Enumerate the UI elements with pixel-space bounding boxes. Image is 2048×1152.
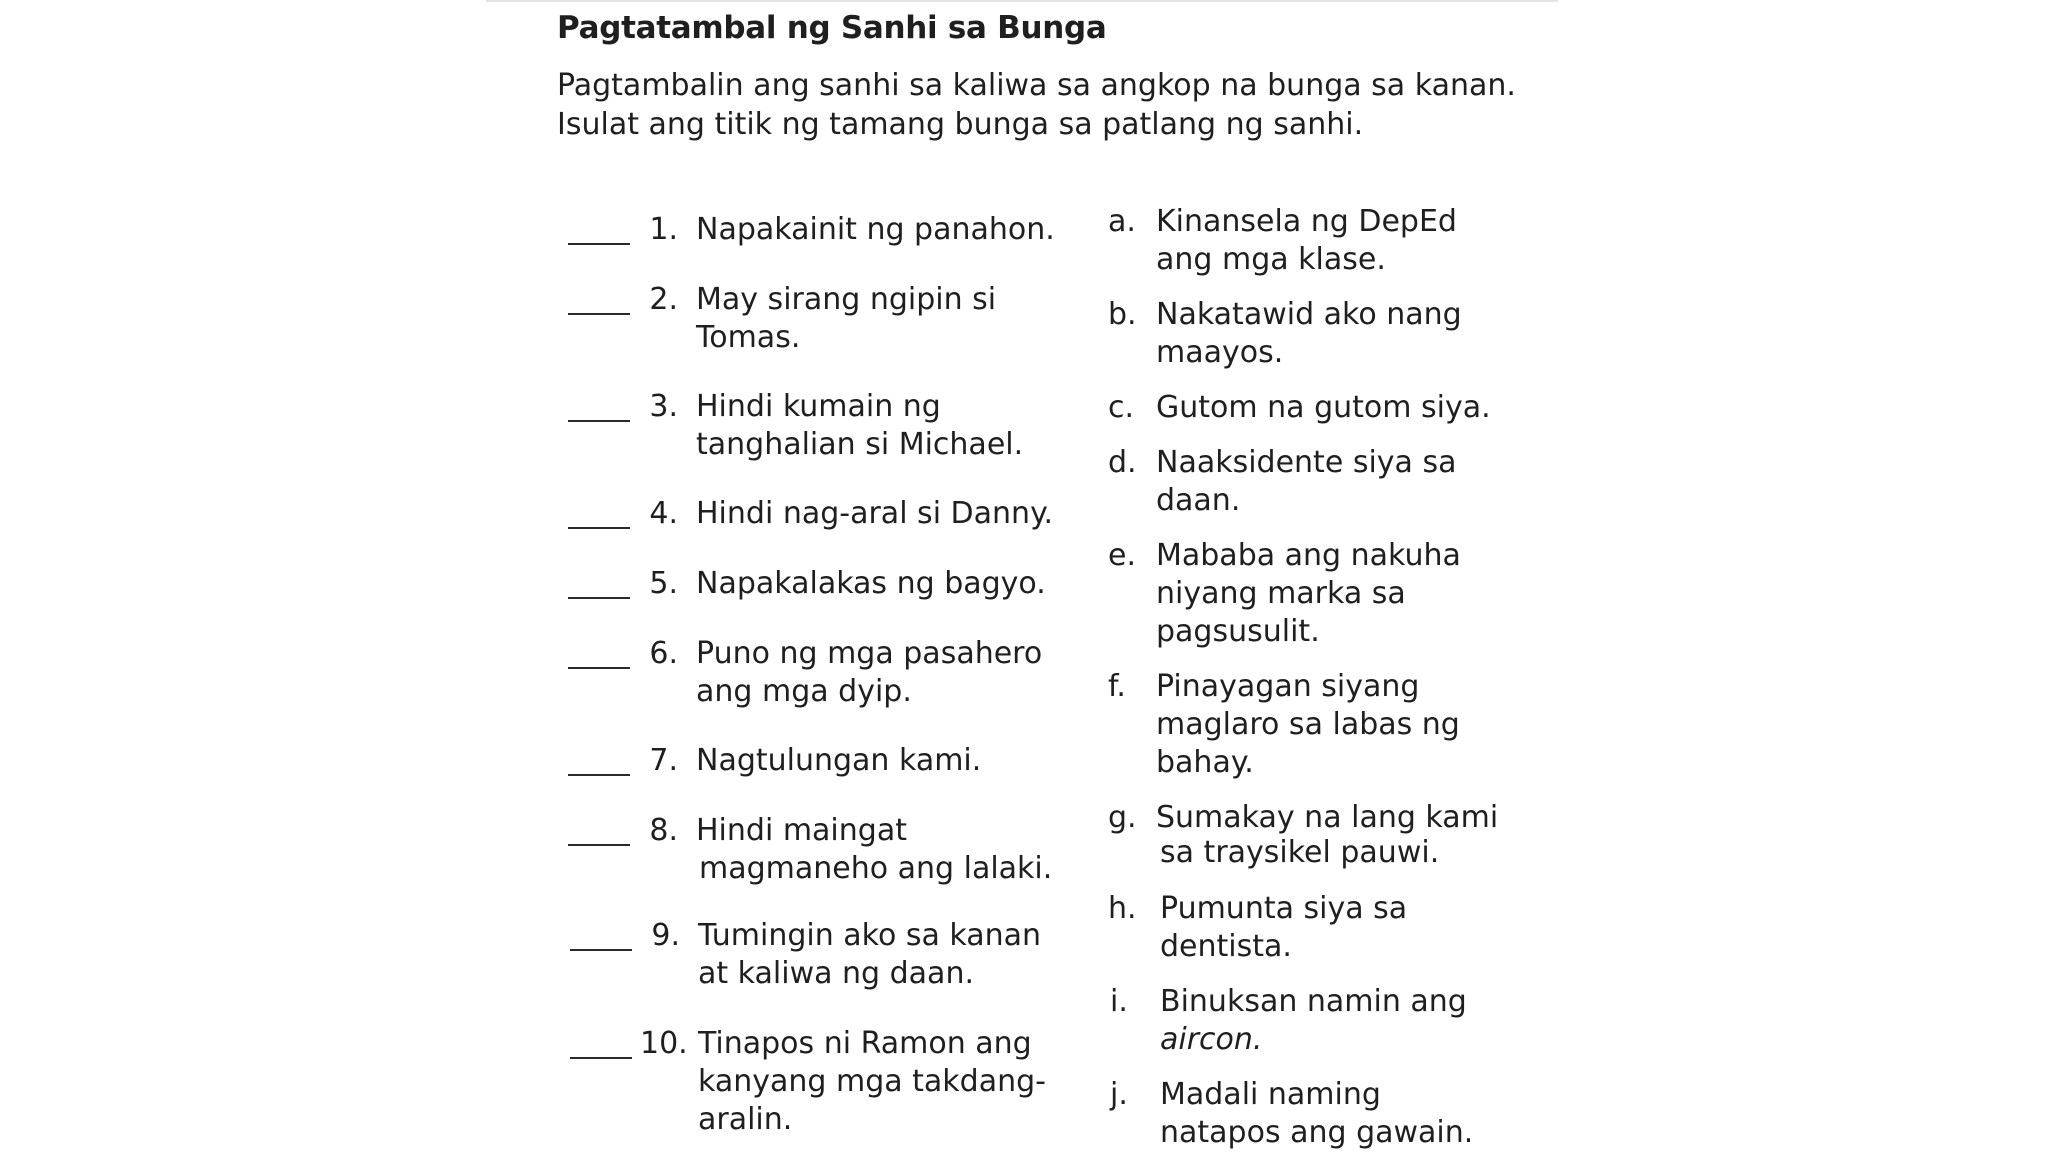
answer-blank[interactable] [568,527,630,529]
answer-blank[interactable] [568,313,630,315]
answer-blank[interactable] [568,243,630,245]
answer-blank[interactable] [570,949,632,951]
top-divider [486,0,1558,2]
instructions: Pagtambalin ang sanhi sa kaliwa sa angkop na bunga sa kanan. Isulat ang titik ng tamang bunga sa patlang ng sanhi. [557,68,1516,142]
answer-blank[interactable] [568,844,630,846]
answer-blank[interactable] [568,420,630,422]
answer-blank[interactable] [570,1057,632,1059]
answer-blank[interactable] [568,774,630,776]
answer-blank[interactable] [568,667,630,669]
page-title: Pagtatambal ng Sanhi sa Bunga [557,10,1107,46]
answer-blank[interactable] [568,597,630,599]
